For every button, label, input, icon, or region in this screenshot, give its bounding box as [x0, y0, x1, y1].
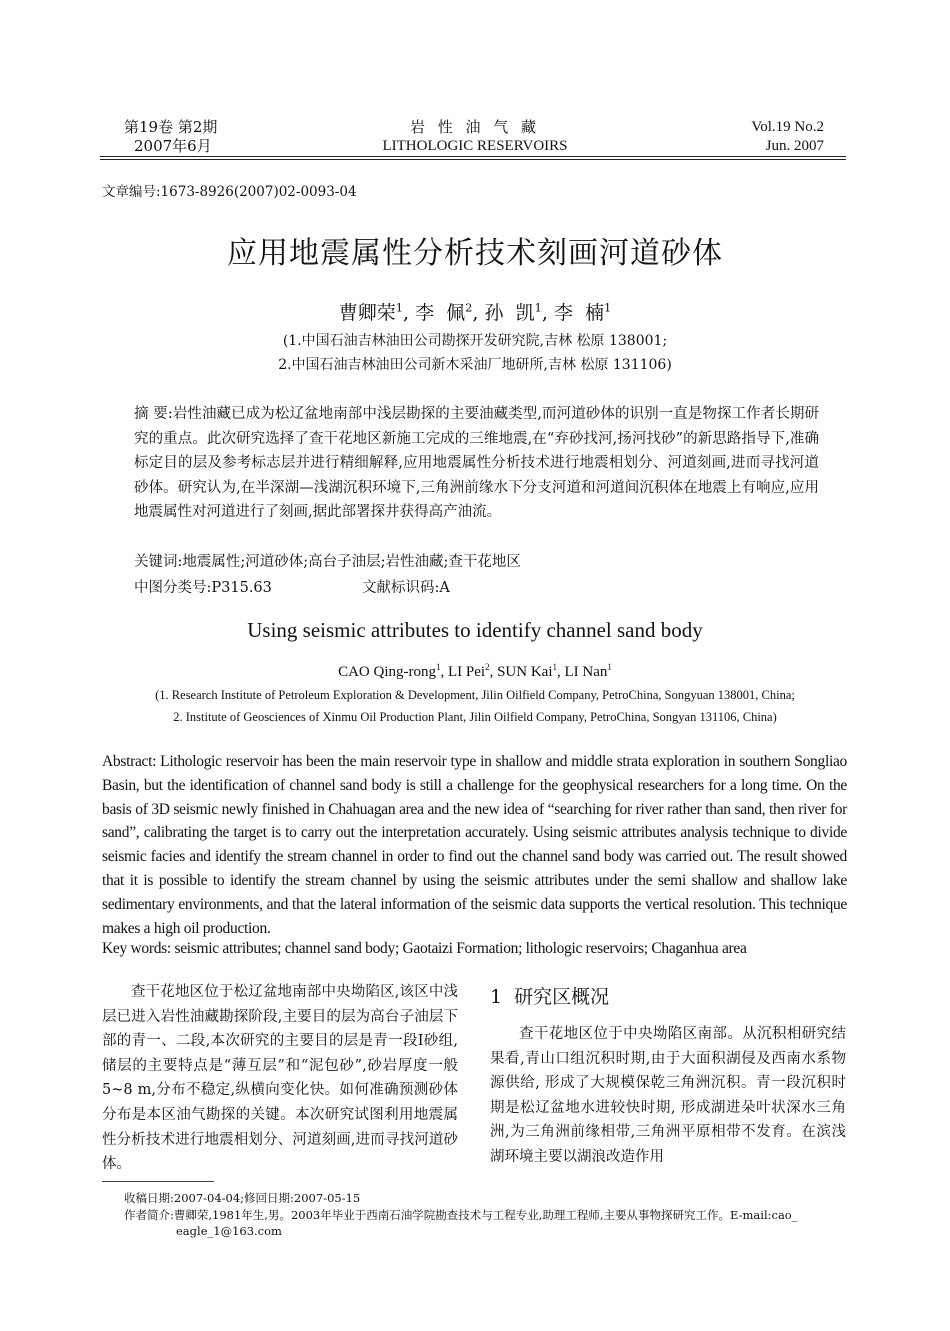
section-heading: 1 研究区概况 [490, 986, 610, 1008]
author-sup: 1 [604, 300, 612, 315]
author-name: 孙 凯 [484, 302, 535, 324]
affiliation-en-1: (1. Research Institute of Petroleum Exploration & Development, Jilin Oilfield Company, PetroChina, Songyuan 138001, China; [155, 688, 795, 702]
header-right [751, 118, 824, 156]
journal-name-en: LITHOLOGIC RESERVOIRS [382, 138, 568, 154]
affiliation-en-2: 2. Institute of Geosciences of Xinmu Oil Production Plant, Jilin Oilfield Company, PetroChina, Songyan 131106, China) [173, 710, 777, 724]
footnote-rule [102, 1181, 214, 1182]
header-center [330, 118, 620, 156]
author-name: 曹卿荣 [338, 302, 396, 324]
header-rule-bottom [100, 159, 846, 160]
footnote-bio-email: eagle_1@163.com [176, 1224, 282, 1238]
author-name: 李 楠 [553, 302, 605, 324]
clc-number: 中图分类号:P315.63 [134, 580, 272, 596]
body-column-right [490, 1022, 846, 1170]
author-sup: 1 [534, 300, 542, 315]
page-title: 应用地震属性分析技术刻画河道砂体 [227, 236, 723, 271]
date-cn: 2007年6月 [134, 137, 212, 155]
author-name: LI Nan [564, 664, 608, 680]
author-sup: 2 [485, 662, 490, 672]
author-sup: 1 [552, 662, 557, 672]
affiliation-cn-2: 2.中国石油吉林油田公司新木采油厂地研所,吉林 松原 131106) [278, 357, 672, 373]
author-sup: 1 [436, 662, 441, 672]
footnote-bio: 作者简介:曹卿荣,1981年生,男。2003年毕业于西南石油学院勘查技术与工程专业,助理工程师,主要从事物探研究工作。E-mail:cao_ [124, 1208, 798, 1222]
footnote-dates: 收稿日期:2007-04-04;修回日期:2007-05-15 [124, 1191, 361, 1205]
author-sup: 1 [395, 300, 403, 315]
author-sup: 1 [607, 662, 612, 672]
authors-cn: 曹卿荣$^1$, 李 佩$^2$, 孙 凯$^1$, 李 楠$^1$ [338, 300, 612, 324]
author-name: CAO Qing-rong [338, 664, 436, 680]
volume-issue-cn: 第19卷 第2期 [124, 118, 218, 136]
keywords-en: Key words: seismic attributes; channel sand body; Gaotaizi Formation; lithologic reservoirs; Chaganhua area [102, 940, 747, 957]
abstract-cn: 摘 要:岩性油藏已成为松辽盆地南部中浅层勘探的主要油藏类型,而河道砂体的识别一直是物探工作者长期研究的重点。此次研究选择了查干花地区新施工完成的三维地震,在“弃砂找河,扬河找砂”的新思路指导下,准确标定目的层及参考标志层并进行精细解释,应用地震属性分析技术进行地震相划分、河道刻画,进而寻找河道砂体。研究认为,在半深湖—浅湖沉积环境下,三角洲前缘水下分支河道和河道间沉积体在地震上有响应,应用地震属性对河道进行了刻画,据此部署探井获得高产油流。 [134, 406, 819, 520]
article-number: 文章编号:1673-8926(2007)02-0093-04 [102, 184, 357, 200]
body-paragraph: 查干花地区位于中央坳陷区南部。从沉积相研究结果看,青山口组沉积时期,由于大面积湖侵及西南水系物源供给, 形成了大规模保乾三角洲沉积。青一段沉积时期是松辽盆地水进较快时期, 形成湖进朵叶状深水三角洲,为三角洲前缘相带,三角洲平原相带不发育。在滨浅湖环境主要以湖浪改造作用 [490, 1026, 846, 1165]
keywords-cn: 关键词:地震属性;河道砂体;高台子油层;岩性油藏;查干花地区 [134, 554, 521, 570]
affiliation-cn-1: (1.中国石油吉林油田公司勘探开发研究院,吉林 松原 138001; [282, 333, 668, 349]
body-column-left [102, 980, 458, 1177]
authors-en: CAO Qing-rong$^1$, LI Pei$^2$, SUN Kai$^1$, LI Nan$^1$ [338, 662, 612, 680]
author-name: SUN Kai [497, 664, 553, 680]
body-paragraph: 查干花地区位于松辽盆地南部中央坳陷区,该区中浅层已进入岩性油藏勘探阶段,主要目的层为高台子油层下部的青一、二段,本次研究的主要目的层是青一段Ⅰ砂组,储层的主要特点是“薄互层”和“泥包砂”,砂岩厚度一般5~8 m,分布不稳定,纵横向变化快。如何准确预测砂体分布是本区油气勘探的关键。本次研究试图利用地震属性分析技术进行地震相划分、河道刻画,进而寻找河道砂体。 [102, 984, 458, 1173]
header-rule-top [100, 156, 846, 157]
date-en: Jun. 2007 [765, 138, 824, 154]
header-left [124, 118, 217, 156]
title-en: Using seismic attributes to identify channel sand body [247, 618, 703, 642]
journal-name-cn: 岩 性 油 气 藏 [409, 118, 541, 136]
author-name: LI Pei [448, 664, 486, 680]
author-name: 李 佩 [415, 302, 466, 324]
volume-issue-en: Vol.19 No.2 [751, 119, 824, 135]
document-code: 文献标识码:A [362, 580, 450, 596]
abstract-en: Abstract: Lithologic reservoir has been the main reservoir type in shallow and middle strata exploration in southern Songliao Basin, but the identification of channel sand body is still a challenge for the geophysical researchers for a long time. On the basis of 3D seismic newly finished in Chahuagan area and the new idea of “searching for river rather than sand, then river for sand”, calibrating the target is to carry out the interpretation accurately. Using seismic attributes analysis technique to divide seismic facies and identify the stream channel in order to find out the channel sand body was carried out. The result showed that it is possible to identify the stream channel by using the seismic attributes under the semi shallow and shallow lake sedimentary environments, and that the lateral information of the seismic data supports the vertical resolution. This technique makes a high oil production. [102, 753, 847, 937]
author-sup: 2 [465, 300, 473, 315]
